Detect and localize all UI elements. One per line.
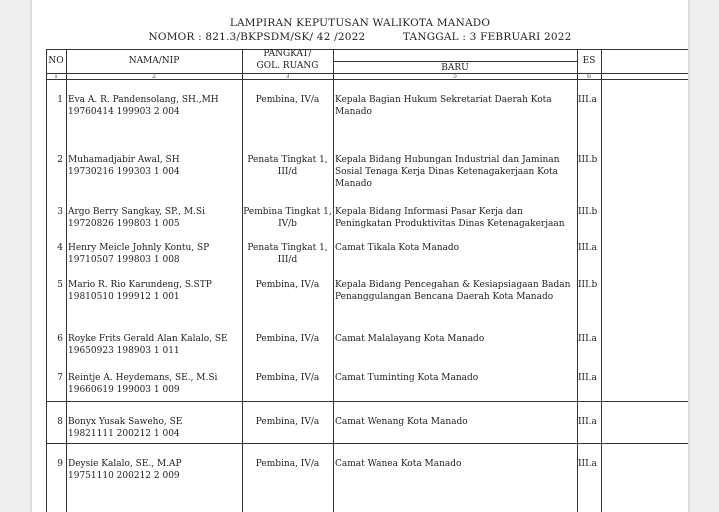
new-position: [335, 279, 575, 303]
row-number: 1: [57, 95, 63, 105]
new-position-line: Peningkatan Produktivitas Dinas Ketenagakerjaan: [335, 219, 565, 229]
new-position-line: Manado: [335, 179, 372, 189]
rank-grade: [242, 372, 333, 384]
new-position-line: Camat Wanea Kota Manado: [335, 459, 462, 469]
new-position: [335, 333, 575, 345]
row-divider: [46, 401, 688, 402]
new-position-line: Camat Wenang Kota Manado: [335, 417, 468, 427]
row-number: 2: [57, 155, 63, 165]
employee-nip: 19751110 200212 2 009: [68, 471, 180, 481]
new-position-line: Camat Tuminting Kota Manado: [335, 373, 479, 383]
new-position-line: Penanggulangan Bencana Daerah Kota Manado: [335, 292, 554, 302]
decree-number: NOMOR : 821.3/BKPSDM/SK/ 42 /2022: [148, 31, 366, 43]
employee-name-nip: [68, 242, 240, 266]
rank-grade: [242, 94, 333, 106]
index-cell: 5: [453, 73, 457, 80]
employee-name: Reintje A. Heydemans, SE., M.Si: [68, 373, 218, 383]
employee-name-nip: [68, 206, 240, 230]
new-position: [335, 458, 575, 470]
rank-grade: [242, 333, 333, 345]
header-gol-ruang: GOL. RUANG: [256, 61, 319, 71]
table-border-top: [46, 49, 688, 50]
new-position-line: Manado: [335, 107, 372, 117]
employee-name: Deysie Kalalo, SE., M.AP: [68, 459, 182, 469]
rank-grade-line: Pembina, IV/a: [255, 373, 320, 383]
employee-name-nip: [68, 372, 240, 396]
index-cell: 6: [587, 73, 591, 80]
rank-grade-line: III/d: [277, 167, 298, 177]
new-position-line: Camat Malalayang Kota Manado: [335, 334, 485, 344]
echelon: III.b: [578, 155, 598, 165]
employee-name-nip: [68, 333, 240, 357]
employee-nip: 19730216 199303 1 004: [68, 167, 180, 177]
row-number: 5: [57, 280, 63, 290]
header-pangkat: PANGKAT/: [263, 49, 312, 59]
new-position-line: Kepala Bagian Hukum Sekretariat Daerah Kota: [335, 95, 552, 105]
rank-grade: [242, 154, 333, 178]
rank-grade-line: IV/b: [278, 219, 297, 229]
echelon: III.a: [578, 373, 597, 383]
new-position: [335, 206, 575, 230]
new-position-line: Camat Tikala Kota Manado: [335, 243, 460, 253]
document-page: [32, 0, 688, 512]
employee-name: Mario R. Rio Karundeng, S.STP: [68, 280, 212, 290]
new-position: [335, 94, 575, 118]
echelon: III.a: [578, 95, 597, 105]
new-position: [335, 372, 575, 384]
rank-grade-line: Pembina Tingkat 1,: [243, 207, 332, 217]
column-divider-1: [66, 49, 67, 512]
header-baru: BARU: [441, 63, 469, 73]
column-divider-5: [601, 49, 602, 512]
employee-name: Henry Meicle Johnly Kontu, SP: [68, 243, 210, 253]
row-divider: [46, 443, 688, 444]
row-number: 9: [57, 459, 63, 469]
employee-name-nip: [68, 416, 240, 440]
echelon: III.a: [578, 417, 597, 427]
new-position: [335, 154, 575, 190]
rank-grade-line: Penata Tingkat 1,: [247, 243, 328, 253]
row-number: 3: [57, 207, 63, 217]
employee-name-nip: [68, 94, 240, 118]
employee-name: Bonyx Yusak Saweho, SE: [68, 417, 183, 427]
employee-nip: 19660619 199003 1 009: [68, 385, 180, 395]
echelon: III.a: [578, 334, 597, 344]
index-cell: 2: [152, 73, 156, 80]
employee-name: Argo Berry Sangkay, SP., M.Si: [68, 207, 205, 217]
new-position-line: Kepala Bidang Pencegahan & Kesiapsiagaan Badan: [335, 280, 571, 290]
rank-grade-line: Pembina, IV/a: [255, 459, 320, 469]
echelon: III.b: [578, 207, 598, 217]
employee-name-nip: [68, 154, 240, 178]
employee-name: Royke Frits Gerald Alan Kalalo, SE: [68, 334, 228, 344]
rank-grade: [242, 458, 333, 470]
echelon: III.a: [578, 243, 597, 253]
header-no: NO: [48, 56, 64, 66]
rank-grade-line: Pembina, IV/a: [255, 417, 320, 427]
rank-grade-line: Pembina, IV/a: [255, 280, 320, 290]
echelon: III.a: [578, 459, 597, 469]
new-position-line: Kepala Bidang Hubungan Industrial dan Jaminan: [335, 155, 560, 165]
employee-nip: 19710507 199803 1 008: [68, 255, 180, 265]
employee-nip: 19650923 198903 1 011: [68, 346, 180, 356]
employee-name-nip: [68, 279, 240, 303]
header-es: ES: [582, 56, 596, 66]
index-cell: 3: [285, 73, 290, 80]
employee-nip: 19760414 199903 2 004: [68, 107, 180, 117]
rank-grade: [242, 416, 333, 428]
row-number: 7: [57, 373, 63, 383]
rank-grade-line: III/d: [277, 255, 298, 265]
new-position: [335, 416, 575, 428]
document-subtitle: [32, 31, 688, 43]
rank-grade-line: Pembina, IV/a: [255, 95, 320, 105]
new-position: [335, 242, 575, 254]
row-number: 4: [57, 243, 63, 253]
column-divider-3: [333, 49, 334, 512]
rank-grade-line: Penata Tingkat 1,: [247, 155, 328, 165]
new-position-line: Kepala Bidang Informasi Pasar Kerja dan: [335, 207, 523, 217]
employee-name: Muhamadjabir Awal, SH: [68, 155, 180, 165]
rank-grade-line: Pembina, IV/a: [255, 334, 320, 344]
rank-grade: [242, 242, 333, 266]
row-number: 8: [57, 417, 63, 427]
employee-name: Eva A. R. Pandensolang, SH.,MH: [68, 95, 219, 105]
document-title: LAMPIRAN KEPUTUSAN WALIKOTA MANADO: [229, 17, 491, 29]
row-number: 6: [57, 334, 63, 344]
employee-nip: 19821111 200212 1 004: [68, 429, 180, 439]
new-position-line: Sosial Tenaga Kerja Dinas Ketenagakerjaan Kota: [335, 167, 559, 177]
employee-nip: 19720826 199803 1 005: [68, 219, 180, 229]
header-nama-nip: NAMA/NIP: [128, 56, 180, 66]
echelon: III.b: [578, 280, 598, 290]
rank-grade: [242, 279, 333, 291]
employee-name-nip: [68, 458, 240, 482]
index-cell: 1: [54, 73, 58, 80]
employee-nip: 19810510 199912 1 001: [68, 292, 180, 302]
rank-grade: [242, 206, 333, 230]
decree-date: TANGGAL : 3 FEBRUARI 2022: [402, 31, 572, 43]
